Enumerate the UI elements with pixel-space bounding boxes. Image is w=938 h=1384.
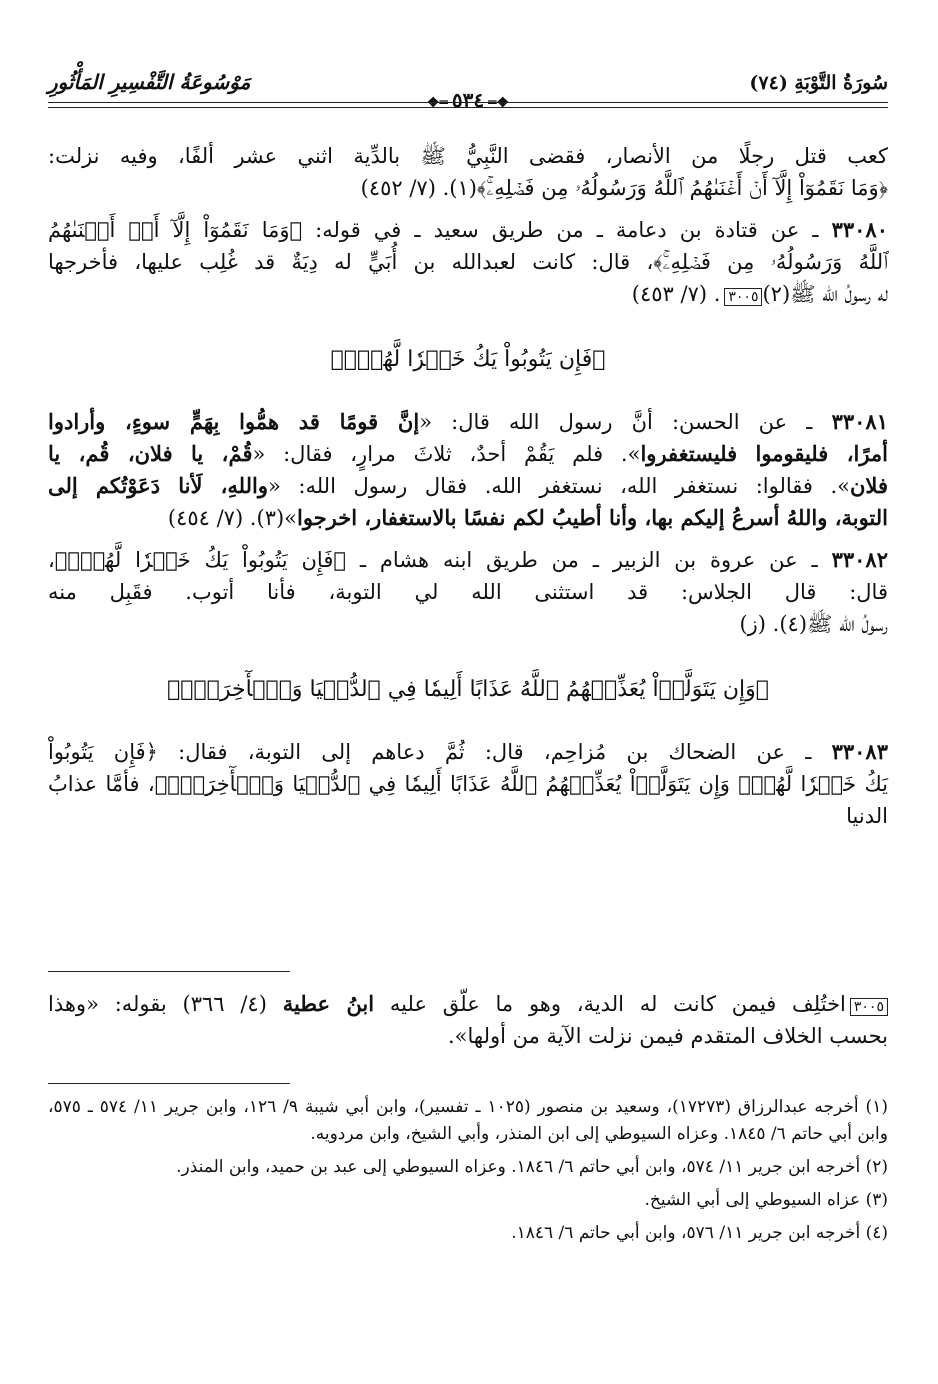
- text-line: [48, 736, 888, 768]
- narration-number: ٣٣٠٨١: [831, 409, 888, 434]
- text-span: ـ عن قتادة بن دعامة ـ من طريق سعيد ـ في قوله: ﴿وَمَا نَقَمُوٓاْ إِلَّآ أَنۡ أَغۡنَىٰهُمُ: [48, 218, 819, 242]
- footnote: (٣) عزاه السيوطي إلى أبي الشيخ.: [644, 1190, 888, 1210]
- author-name: ابنُ عطية: [282, 991, 375, 1016]
- text-line: بحسب الخلاف المتقدم فيمن نزلت الآية من أولها».: [447, 1024, 888, 1048]
- verse-heading: ﴿فَإِن يَتُوبُواْ يَكُ خَيۡرٗا لَّهُمۡۖ﴾: [330, 347, 606, 372]
- footnote: (٢) أخرجه ابن جرير ١١/ ٥٧٤، وابن أبي حاتم ٦/ ١٨٤٦. وعزاه السيوطي إلى عبد بن حميد، وابن المنذر.: [176, 1157, 888, 1177]
- note-ref-box: ٣٠٠٥: [850, 998, 888, 1016]
- text-span: . (٧/ ٤٥٣): [631, 282, 721, 306]
- text-span: ». فلم يَقُمْ أحدٌ، ثلاثَ مرارٍ، فقال: «: [252, 442, 641, 466]
- hadith-text: فلان: [850, 473, 888, 498]
- text-span: »(٣). (٧/ ٤٥٤): [167, 506, 298, 530]
- narration-33083: [48, 736, 888, 832]
- footnotes: [48, 1094, 888, 1253]
- text-span: ـ عن الضحاك بن مُزاحِم، قال: ثُمَّ دعاهم إلى التوبة، فقال: ﴿فَإِن يَتُوبُواْ: [48, 740, 812, 764]
- paragraph: [48, 140, 888, 204]
- text-line: [48, 544, 888, 576]
- hadith-text: قُمْ، يا فلان، قُم، يا: [48, 441, 253, 466]
- hadith-text: إنَّ قومًا قد همُّوا بِهَمٍّ سوءٍ، وأرادوا: [48, 409, 420, 434]
- footnote: (٤) أخرجه ابن جرير ١١/ ٥٧٦، وابن أبي حاتم ٦/ ١٨٤٦.: [511, 1223, 888, 1243]
- verse-heading: ﴿وَإِن يَتَوَلَّوۡاْ يُعَذِّبۡهُمُ ٱللَّهُ عَذَابًا أَلِيمٗا فِي ٱلدُّنۡيَا وَٱلۡأٓخِرَةِۚ﴾: [167, 677, 769, 702]
- footnote: (١) أخرجه عبدالرزاق (١٧٢٧٣)، وسعيد بن منصور (١٠٢٥ ـ تفسير)، وابن أبي شيبة ٩/ ١٢٦، وابن جرير ١١/ ٥٧٤ ـ ٥٧٥، وابن أبي حاتم ٦/ ١٨٤٥. وعزاه السيوطي إلى ابن المنذر، وأبي الشيخ، وابن مردويه.: [48, 1097, 888, 1144]
- narration-number: ٣٣٠٨٣: [831, 739, 888, 764]
- text-span: ـ عن عروة بن الزبير ـ من طريق ابنه هشام ـ ﴿فَإِن يَتُوبُواْ يَكُ خَيۡرٗا لَّهُمۡۖ﴾،: [48, 548, 818, 572]
- page-header: [48, 66, 888, 118]
- surah-title: سُورَةُ التَّوْبَةِ (٧٤): [749, 72, 888, 94]
- text-line: [48, 502, 888, 534]
- page-number: [423, 88, 513, 112]
- text-line: كعب قتل رجلًا من الأنصار، فقضى النَّبِيُّ ﷺ بالدِّية اثني عشر ألفًا، وفيه نزلت:: [48, 144, 888, 168]
- narration-33080: [48, 214, 888, 310]
- text-span: اختُلِف فيمن كانت له الدية، وهو ما علّق عليه: [389, 992, 846, 1016]
- text-line: ﴿وَمَا نَقَمُوٓاْ إِلَّآ أَنۡ أَغۡنَىٰهُمُ ٱللَّهُ وَرَسُولُهُۥ مِن فَضۡلِهِۦۚ﴾(١). (٧/ ٤٥٢): [360, 176, 888, 200]
- narration-number: ٣٣٠٨٢: [831, 547, 888, 572]
- page-number-text: ٥٣٤: [451, 88, 485, 112]
- book-title: مَوْسُوعَةُ التَّفْسِيرِ المَأْثُورِ: [48, 70, 251, 94]
- text-line: [48, 988, 888, 1020]
- text-line: قال: قال الجلاس: قد استثنى الله لي التوبة، فأنا أتوب. فقَبِل منه: [48, 580, 888, 604]
- text-line: يَكُ خَيۡرٗا لَّهُمۡۖ وَإِن يَتَوَلَّوۡاْ يُعَذِّبۡهُمُ ٱللَّهُ عَذَابًا أَلِيمٗا فِي ٱلدُّنۡيَا وَٱلۡأٓخِرَةِۚ﴾، فأمَّا عذابُ الدنيا: [48, 772, 888, 828]
- text-span: ـ عن الحسن: أنَّ رسول الله قال: «: [419, 410, 813, 434]
- note-ref-box: ٣٠٠٥: [724, 288, 762, 306]
- hadith-text: التوبة، واللهُ أسرعُ إليكم بها، وأنا أطيبُ لكم نفسًا بالاستغفار، اخرجوا: [297, 505, 888, 530]
- text-line: [48, 278, 888, 310]
- ornament-icon: ═❖: [426, 95, 448, 111]
- narration-33082: [48, 544, 888, 640]
- hadith-text: أمرًا، فليقوموا فليستغفروا: [640, 441, 888, 466]
- narration-number: ٣٣٠٨٠: [831, 217, 888, 242]
- footnote-separator: [48, 971, 290, 972]
- text-span: (٤/ ٣٦٦) بقوله: «وهذا: [48, 992, 267, 1016]
- text-span: ». فقالوا: نستغفر الله، نستغفر الله. فقال رسول الله: «: [268, 474, 850, 498]
- header-rule: [48, 107, 888, 108]
- text-line: [48, 438, 888, 470]
- text-line: رسولُ الله ﷺ(٤). (ز): [739, 612, 888, 636]
- ornament-icon: ❖═: [488, 95, 510, 111]
- hadith-text: واللهِ، لَأنا دَعَوْتُكم إلى: [48, 473, 268, 498]
- header-rule: [48, 102, 888, 103]
- main-text: [48, 140, 888, 842]
- text-line: [48, 214, 888, 246]
- text-line: [48, 406, 888, 438]
- footnote-separator: [48, 1083, 290, 1084]
- text-line: [48, 470, 888, 502]
- narration-33081: [48, 406, 888, 534]
- commentary-note: [48, 988, 888, 1052]
- text-line: ٱللَّهُ وَرَسُولُهُۥ مِن فَضۡلِهِۦۚ﴾، قال: كانت لعبدالله بن أُبَيٍّ له دِيَةٌ قد غُلِب عليها، فأخرجها: [48, 250, 888, 274]
- text-span: له رسولُ الله ﷺ(٢): [762, 282, 888, 306]
